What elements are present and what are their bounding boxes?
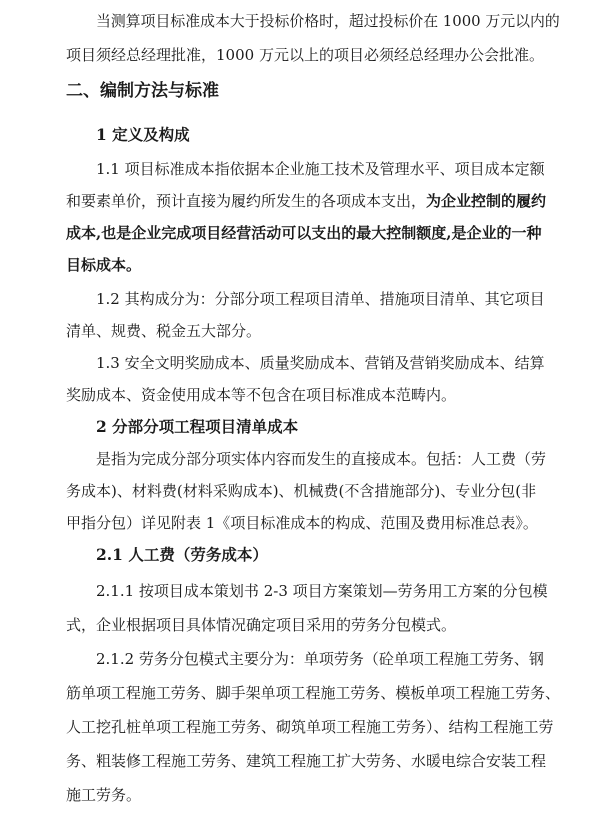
bold-emphasis: 为企业控制的履约 (426, 192, 547, 210)
subsection-heading: 2.1 人工费（劳务成本） (96, 545, 268, 564)
paragraph-line: 务成本)、材料费(材料采购成本)、机械费(不含措施部分)、专业分包(非 (66, 482, 537, 500)
paragraph-line: 项目须经总经理批准，1000 万元以上的项目必须经总经理办公会批准。 (66, 46, 544, 64)
paragraph-line: 清单、规费、税金五大部分。 (66, 322, 262, 340)
paragraph-line: 甲指分包）详见附表 1《项目标准成本的构成、范围及费用标准总表》。 (66, 514, 538, 532)
bold-paragraph-line: 目标成本。 (66, 256, 142, 274)
paragraph-line: 2.1.1 按项目成本策划书 2-3 项目方案策划—劳务用工方案的分包模 (96, 582, 548, 600)
bold-paragraph-line: 成本,也是企业完成项目经营活动可以支出的最大控制额度,是企业的一种 (66, 224, 542, 242)
section-heading: 二、编制方法与标准 (66, 81, 219, 101)
paragraph-line: 施工劳务。 (66, 786, 142, 804)
paragraph-line: 1.3 安全文明奖励成本、质量奖励成本、营销及营销奖励成本、结算 (96, 354, 545, 372)
paragraph-line: 1.2 其构成分为：分部分项工程项目清单、措施项目清单、其它项目 (96, 290, 545, 308)
subsection-heading: 2 分部分项工程项目清单成本 (96, 417, 299, 436)
paragraph-line: 2.1.2 劳务分包模式主要分为：单项劳务（砼单项工程施工劳务、钢 (96, 650, 544, 668)
paragraph-line: 式，企业根据项目具体情况确定项目采用的劳务分包模式。 (66, 616, 457, 634)
paragraph-line: 当测算项目标准成本大于投标价格时，超过投标价在 1000 万元以内的 (96, 12, 560, 30)
paragraph-line: 1.1 项目标准成本指依据本企业施工技术及管理水平、项目成本定额 (96, 160, 545, 178)
paragraph-line: 人工挖孔桩单项工程施工劳务、砌筑单项工程施工劳务）、结构工程施工劳 (66, 718, 554, 736)
paragraph-text: 和要素单价，预计直接为履约所发生的各项成本支出， (66, 192, 427, 210)
paragraph-line: 筋单项工程施工劳务、脚手架单项工程施工劳务、模板单项工程施工劳务、 (66, 684, 561, 702)
paragraph-line: 奖励成本、资金使用成本等不包含在项目标准成本范畴内。 (66, 386, 457, 404)
subsection-heading: 1 定义及构成 (96, 125, 190, 144)
paragraph-line: 是指为完成分部分项实体内容而发生的直接成本。包括：人工费（劳 (96, 450, 547, 468)
paragraph-line (66, 190, 546, 214)
paragraph-line: 务、粗装修工程施工劳务、建筑工程施工扩大劳务、水暖电综合安装工程 (66, 752, 547, 770)
